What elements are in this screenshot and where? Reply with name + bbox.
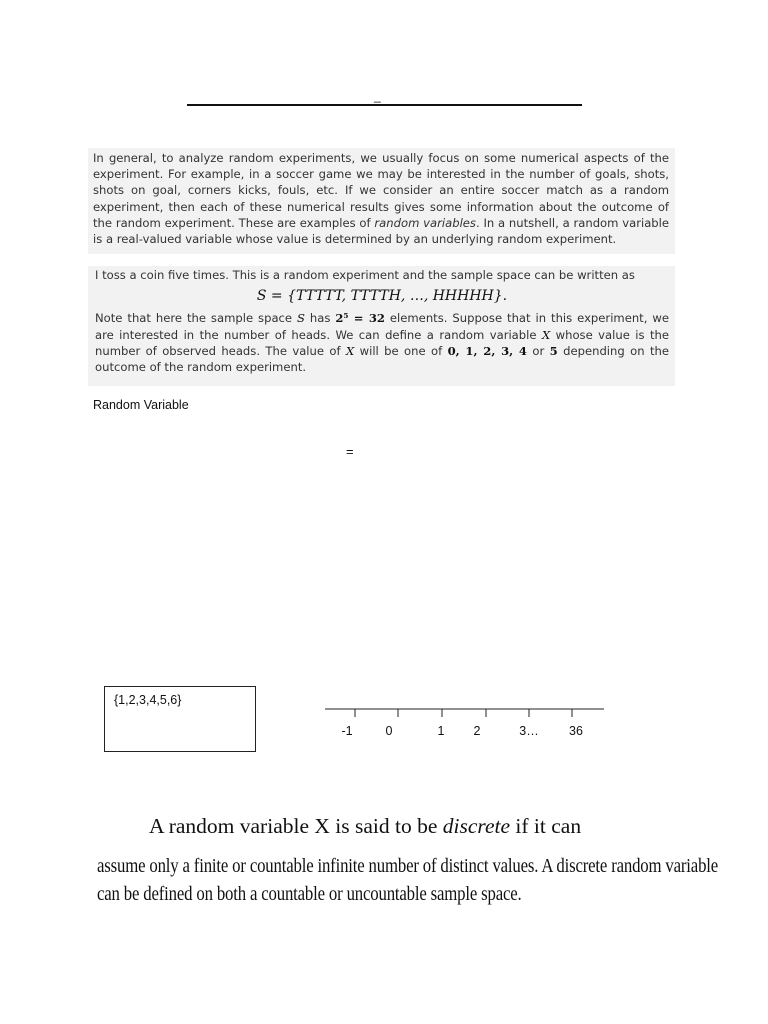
sample-space-box (104, 686, 256, 752)
note-part: depending on the outcome of the random experiment. (95, 343, 669, 375)
number-line-label: 36 (569, 724, 583, 738)
note-part: or (527, 343, 550, 358)
intro-text-after: . In a nutshell, a random variable is a real-valued variable whose value is determined by an underlying random experiment. (93, 215, 670, 247)
equals-mark: = (346, 444, 354, 459)
number-line-labels (341, 724, 583, 738)
sample-space-equation: S = {TTTTT, TTTTH, …, HHHHH}. (256, 288, 508, 305)
number-line-label: 1 (437, 724, 445, 738)
number-line (325, 700, 615, 750)
number-line-ticks (355, 709, 572, 717)
definition-line-3: can be defined on both a countable or uncountable sample space. (97, 884, 522, 905)
definition-text: if it can (510, 814, 582, 838)
section-heading: Random Variable (93, 398, 189, 412)
intro-emphasis: random variables (374, 215, 476, 230)
intro-text-before: In general, to analyze random experiments, we usually focus on some numerical aspects of the experiment. For example, in a soccer game we may be interested in the number of goals, shots, shots on goal, corners kicks, fouls, etc. If we consider an entire soccer match as a random experiment, then each of these numerical results gives some information about the outcome of the random experiment. These are examples of (93, 151, 669, 230)
var-x: X (345, 343, 355, 358)
title-mark: _ (374, 89, 381, 103)
note-part: elements. Suppose that in this experiment, we are interested in the number of heads. We can define a random variable (95, 311, 669, 342)
coin-example-note (95, 310, 669, 375)
definition-text: A random variable X is said to be (149, 814, 443, 838)
title-rule (187, 104, 582, 106)
var-x: X (541, 327, 551, 342)
var-s: S (297, 311, 305, 326)
note-part: will be one of (354, 343, 448, 358)
note-part: Note that here the sample space (95, 311, 297, 326)
intro-excerpt (88, 148, 675, 254)
power-expression: 2⁵ = 32 (335, 311, 385, 326)
definition-emphasis: discrete (442, 814, 511, 838)
number-line-label: -1 (341, 724, 353, 738)
number-line-label: 3… (519, 724, 539, 738)
number-line-label: 0 (385, 724, 393, 738)
sample-space-text: {1,2,3,4,5,6} (114, 693, 182, 707)
value-list: 0, 1, 2, 3, 4 (447, 343, 527, 358)
definition-line-2: assume only a finite or countable infinite number of distinct values. A discrete random variable (97, 856, 719, 877)
note-part: whose value is the number of observed heads. The value of (95, 327, 669, 358)
definition-line-1 (149, 814, 581, 839)
coin-example-intro: I toss a coin five times. This is a random experiment and the sample space can be written as (95, 268, 635, 282)
number-line-label: 2 (473, 724, 481, 738)
value-last: 5 (549, 343, 558, 358)
coin-example-excerpt (88, 266, 675, 386)
note-part: has (304, 311, 336, 326)
